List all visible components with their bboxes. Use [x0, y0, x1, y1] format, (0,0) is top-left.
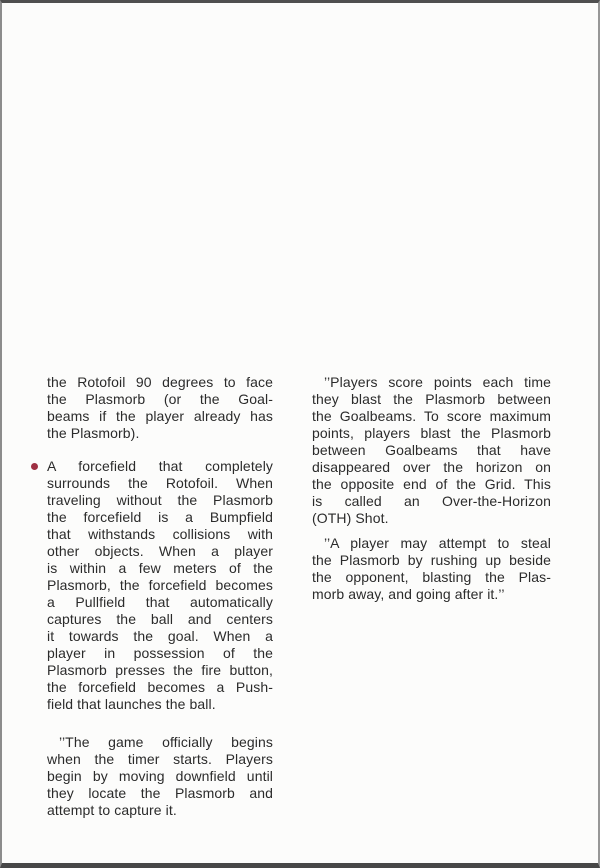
text-line: the forcefield is a Bumpfield: [47, 509, 273, 525]
text-line: is called an Over-the-Horizon: [312, 493, 551, 509]
text-line: when the timer starts. Players: [47, 751, 273, 767]
text-line: the Plasmorb (or the Goal-: [47, 391, 273, 407]
text-line: the opponent, blasting the Plas-: [312, 569, 551, 585]
text-line: between Goalbeams that have: [312, 442, 551, 458]
text-line: ’’Players score points each time: [324, 374, 551, 390]
text-line: they locate the Plasmorb and: [47, 785, 273, 801]
text-line: the opposite end of the Grid. This: [312, 476, 551, 492]
paragraph: [47, 734, 273, 819]
right-column: [312, 374, 551, 603]
text-line: morb away, and going after it.’’: [312, 586, 505, 602]
text-line: Plasmorb presses the fire button,: [47, 662, 273, 678]
text-line: beams if the player already has: [47, 408, 273, 424]
text-line: ’’The game officially begins: [59, 734, 273, 750]
text-line: A forcefield that completely: [47, 458, 273, 474]
left-column: [47, 374, 273, 819]
bullet-icon: [31, 463, 38, 470]
text-line: disappeared over the horizon on: [312, 459, 551, 475]
text-line: it towards the goal. When a: [47, 628, 273, 644]
text-line: is within a few meters of the: [47, 560, 273, 576]
text-line: other objects. When a player: [47, 543, 273, 559]
paragraph: [312, 535, 551, 603]
text-line: Plasmorb, the forcefield becomes: [47, 577, 273, 593]
paragraph: [47, 374, 273, 442]
text-line: the Plasmorb).: [47, 425, 140, 441]
text-line: a Pullfield that automatically: [47, 594, 273, 610]
text-line: points, players blast the Plasmorb: [312, 425, 551, 441]
text-line: begin by moving downfield until: [47, 768, 273, 784]
text-line: the Goalbeams. To score maximum: [312, 408, 551, 424]
text-line: traveling without the Plasmorb: [47, 492, 273, 508]
text-line: player in possession of the: [47, 645, 273, 661]
text-line: the Plasmorb by rushing up beside: [312, 552, 551, 568]
text-line: the Rotofoil 90 degrees to face: [47, 374, 273, 390]
text-line: they blast the Plasmorb between: [312, 391, 551, 407]
text-line: captures the ball and centers: [47, 611, 273, 627]
text-line: field that launches the ball.: [47, 696, 216, 712]
text-line: that withstands collisions with: [47, 526, 273, 542]
text-line: (OTH) Shot.: [312, 510, 389, 526]
bullet-paragraph: [47, 458, 273, 713]
paragraph: [312, 374, 551, 527]
text-line: surrounds the Rotofoil. When: [47, 475, 273, 491]
text-line: the forcefield becomes a Push-: [47, 679, 273, 695]
text-line: attempt to capture it.: [47, 802, 177, 818]
text-line: ’’A player may attempt to steal: [324, 535, 551, 551]
